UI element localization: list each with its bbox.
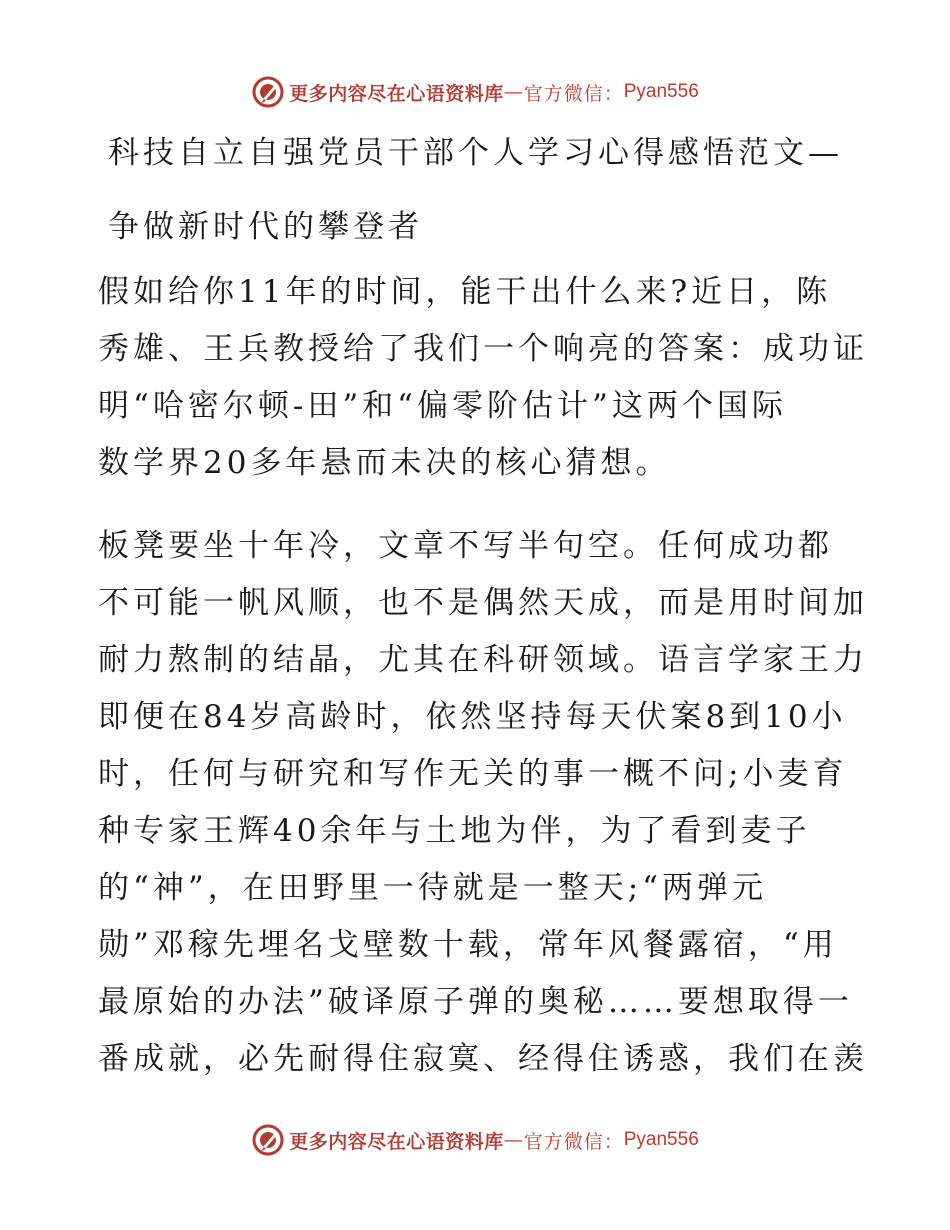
paragraph-line: 番成就，必先耐得住寂寞、经得住诱惑，我们在羡 bbox=[98, 1041, 868, 1077]
banner-dash: — bbox=[503, 81, 524, 103]
paragraph-line: 不可能一帆风顺，也不是偶然天成，而是用时间加 bbox=[98, 585, 868, 621]
paragraph-line: 耐力熬制的结晶，尤其在科研领域。语言学家王力 bbox=[98, 642, 868, 678]
banner-wechat-id: Pyan556 bbox=[623, 1129, 699, 1150]
paragraph-line: 勋”邓稼先埋名戈壁数十载，常年风餐露宿，“用 bbox=[98, 927, 838, 963]
paragraph-line: 假如给你11年的时间，能干出什么来?近日，陈 bbox=[98, 274, 832, 310]
pen-seal-logo-icon bbox=[251, 75, 285, 109]
paragraph-line: 最原始的办法”破译原子弹的奥秘……要想取得一 bbox=[98, 984, 853, 1020]
banner-wechat-id: Pyan556 bbox=[623, 81, 699, 102]
paragraph-line: 秀雄、王兵教授给了我们一个响亮的答案：成功证 bbox=[98, 331, 868, 367]
pen-seal-logo-icon bbox=[251, 1123, 285, 1157]
banner-brand-text: 更多内容尽在心语资料库 bbox=[289, 1130, 504, 1153]
paragraph-2 bbox=[98, 518, 868, 1088]
document-title-line-1: 科技自立自强党员干部个人学习心得感悟范文— bbox=[108, 135, 843, 171]
paragraph-line: 种专家王辉40余年与土地为伴，为了看到麦子 bbox=[98, 813, 811, 849]
paragraph-line: 明“哈密尔顿-田”和“偏零阶估计”这两个国际 bbox=[98, 388, 787, 424]
paragraph-line: 即便在84岁高龄时，依然坚持每天伏案8到10小 bbox=[98, 699, 847, 735]
paragraph-line: 的“神”，在田野里一待就是一整天;“两弹元 bbox=[98, 870, 767, 906]
paragraph-line: 时，任何与研究和写作无关的事一概不问;小麦育 bbox=[98, 756, 848, 792]
paragraph-1 bbox=[98, 264, 868, 492]
banner-official-label: 官方微信： bbox=[523, 82, 624, 105]
header-watermark-banner bbox=[0, 72, 950, 112]
paragraph-line: 数学界20多年悬而未决的核心猜想。 bbox=[98, 445, 671, 481]
banner-official-label: 官方微信： bbox=[523, 1130, 624, 1153]
footer-watermark-banner bbox=[0, 1120, 950, 1160]
paragraph-line: 板凳要坐十年冷，文章不写半句空。任何成功都 bbox=[98, 528, 833, 564]
document-title-line-2: 争做新时代的攀登者 bbox=[108, 209, 423, 245]
banner-dash: — bbox=[503, 1129, 524, 1151]
banner-brand-text: 更多内容尽在心语资料库 bbox=[289, 82, 504, 105]
